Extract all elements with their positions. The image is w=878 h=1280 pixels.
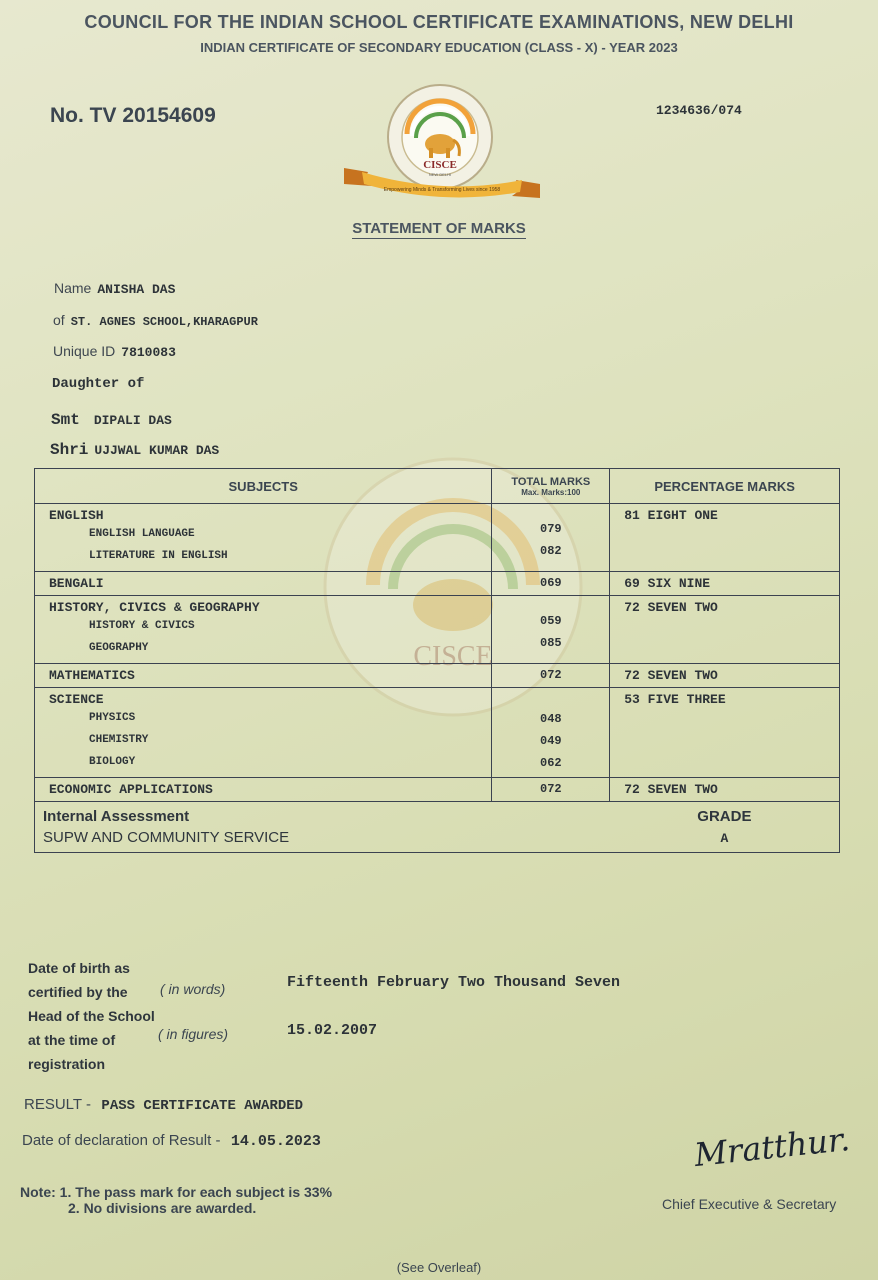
mark-value: 048 [540,712,562,726]
result-value: PASS CERTIFICATE AWARDED [101,1098,304,1114]
sub-subject: LITERATURE IN ENGLISH [89,550,228,562]
mark-value: 062 [540,756,562,770]
uid-line: Unique ID 7810083 [53,343,176,360]
signatory-title: Chief Executive & Secretary [662,1196,837,1212]
subject-name: ENGLISH [49,508,104,523]
percentage-value: 53 FIVE THREE [610,688,840,778]
mark-value: 082 [540,544,562,558]
sub-subject: CHEMISTRY [89,734,149,746]
marks-table [34,468,840,853]
table-header-row [35,469,840,504]
relation-label: Daughter of [52,376,145,392]
notes: Note: 1. The pass mark for each subject is 33% 2. No divisions are awarded. [20,1184,333,1216]
statement-title: STATEMENT OF MARKS [352,220,526,237]
declaration-date: 14.05.2023 [230,1133,321,1150]
candidate-name: ANISHA DAS [97,282,176,297]
mark-value: 069 [540,576,562,590]
percentage-value: 69 SIX NINE [610,572,840,596]
col-total-marks: TOTAL MARKS Max. Marks:100 [492,469,610,504]
mark-value: 085 [540,636,562,650]
mark-value: 049 [540,734,562,748]
see-overleaf: (See Overleaf) [396,1260,482,1275]
dob-in-figures: 15.02.2007 [287,1022,378,1039]
council-title: COUNCIL FOR THE INDIAN SCHOOL CERTIFICATE EXAMINATIONS, NEW DELHI [84,12,794,32]
logo-subtext: NEW DELHI [428,172,452,177]
father-line: Shri UJJWAL KUMAR DAS [50,441,220,459]
unique-id: 7810083 [121,345,176,360]
school-line: of ST. AGNES SCHOOL,KHARAGPUR [53,312,258,329]
table-row [35,664,840,688]
logo-ribbon [344,162,540,202]
mother-line: Smt DIPALI DAS [51,411,172,429]
ribbon-text: Empowering Minds & Transforming Lives since 1958 [383,187,501,193]
result-line: RESULT - PASS CERTIFICATE AWARDED [24,1096,304,1114]
table-row [35,504,840,572]
subject-name: ECONOMIC APPLICATIONS [35,778,492,802]
sub-subject: ENGLISH LANGUAGE [89,528,195,540]
internal-assessment-label: Internal Assessment [43,808,190,825]
dob-in-words: Fifteenth February Two Thousand Seven [287,974,621,991]
serial-number: 1234636/074 [656,103,742,118]
table-row [35,572,840,596]
mark-value: 072 [540,782,562,796]
mother-name: DIPALI DAS [93,413,172,428]
mark-value: 072 [540,668,562,682]
in-figures-label: ( in figures) [158,1026,229,1042]
in-words-label: ( in words) [160,981,226,997]
percentage-value: 72 SEVEN TWO [610,664,840,688]
supw-label: SUPW AND COMMUNITY SERVICE [43,829,290,846]
logo-text: CISCE [423,159,457,171]
mark-value: 059 [540,614,562,628]
subject-name: MATHEMATICS [35,664,492,688]
table-row [35,596,840,664]
col-percentage: PERCENTAGE MARKS [610,469,840,504]
sub-subject: HISTORY & CIVICS [89,620,195,632]
subject-name: SCIENCE [49,692,104,707]
table-row [35,778,840,802]
exam-title: INDIAN CERTIFICATE OF SECONDARY EDUCATION (CLASS - X) - YEAR 2023 [200,40,678,55]
subject-name: BENGALI [35,572,492,596]
school-name: ST. AGNES SCHOOL,KHARAGPUR [70,315,258,329]
mark-value: 079 [540,522,562,536]
internal-assessment-row [35,802,840,853]
father-name: UJJWAL KUMAR DAS [94,443,220,458]
sub-subject: BIOLOGY [89,756,136,768]
dob-label: Date of birth as certified by the Head of the School at the time of registration [28,960,155,1072]
percentage-value: 72 SEVEN TWO [610,596,840,664]
sub-subject: GEOGRAPHY [89,642,149,654]
declaration-line: Date of declaration of Result - 14.05.2023 [22,1132,321,1150]
table-row [35,688,840,778]
grade-value: A [720,831,729,846]
subject-name: HISTORY, CIVICS & GEOGRAPHY [49,600,260,615]
name-line: Name ANISHA DAS [54,280,176,297]
percentage-value: 81 EIGHT ONE [610,504,840,572]
percentage-value: 72 SEVEN TWO [610,778,840,802]
watermark-text: CISCE [413,641,493,672]
signature: Mratthur. [692,1119,852,1175]
col-subjects: SUBJECTS [35,469,492,504]
certificate-number: No. TV 20154609 [50,104,216,127]
grade-label: GRADE [697,808,752,825]
sub-subject: PHYSICS [89,712,136,724]
